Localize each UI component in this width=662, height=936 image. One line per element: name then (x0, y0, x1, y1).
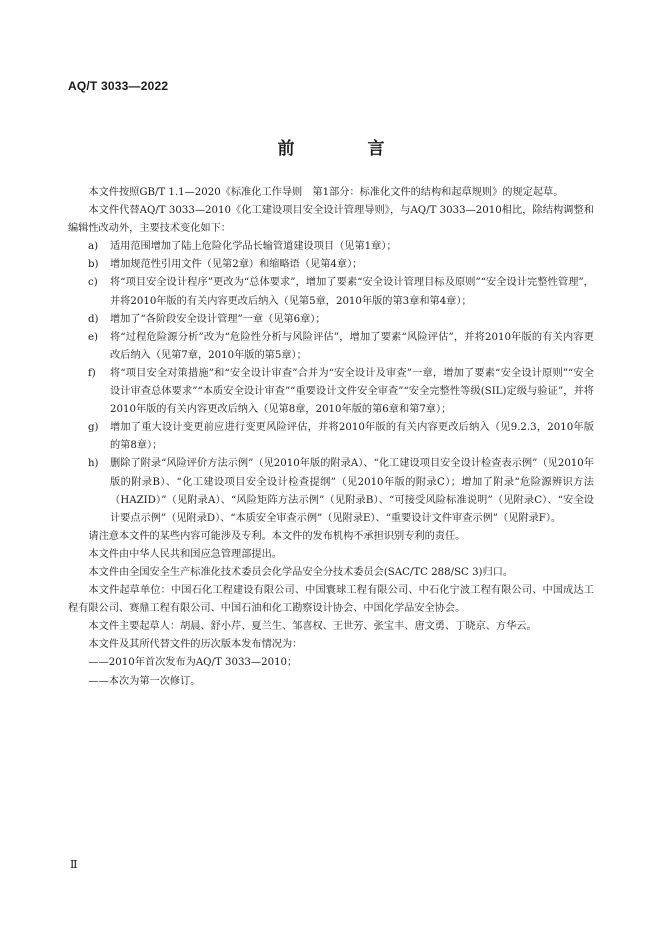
history-item: ——2010年首次发布为AQ/T 3033—2010； (88, 657, 298, 669)
list-label: e) (88, 331, 99, 343)
standard-code: AQ/T 3033—2022 (68, 79, 169, 93)
list-item (68, 455, 594, 527)
list-item (68, 365, 594, 419)
list-label: a) (88, 241, 99, 253)
list-item (68, 256, 594, 274)
list-label: g) (88, 422, 99, 434)
list-item (68, 274, 594, 310)
list-item (68, 238, 594, 256)
page-number: Ⅱ (70, 858, 78, 871)
page-title: 前 言 (277, 139, 413, 159)
list-label: f) (88, 367, 96, 379)
list-text: 将“项目安全设计程序”更改为“总体要求”，增加了要素“安全设计管理目标及原则”“安全设计完整性管理”，并将2010年版的有关内容更改后纳入（见第5章，2010年版的第3章和第4章）； (110, 277, 594, 307)
list-text: 将“项目安全对策措施”和“安全设计审查”合并为“安全设计及审查”一章，增加了要素“安全设计原则”“安全设计审查总体要求”“本质安全设计审查”“重要设计文件安全审查”“安全完整性等级(SIL)定级与验证”，并将2010年版的有关内容更改后纳入（见第8章，2010年版的第6章和第7章）； (110, 367, 594, 416)
paragraph: 本文件起草单位：中国石化工程建设有限公司、中国寰球工程有限公司、中石化宁波工程有限公司、中国成达工程有限公司、赛鼎工程有限公司、中国石油和化工勘察设计协会、中国化学品安全协会。 (68, 585, 594, 615)
paragraph: 本文件及其所代替文件的历次版本发布情况为： (88, 639, 303, 651)
list-item (68, 419, 594, 455)
list-item (68, 311, 594, 329)
list-text: 增加规范性引用文件（见第2章）和缩略语（见第4章）； (110, 259, 363, 271)
paragraph: 本文件按照GB/T 1.1—2020《标准化工作导则 第1部分：标准化文件的结构和起草规则》的规定起草。 (88, 187, 564, 198)
paragraph: 请注意本文件的某些内容可能涉及专利。本文件的发布机构不承担识别专利的责任。 (88, 530, 466, 542)
list-text: 适用范围增加了陆上危险化学品长输管道建设项目（见第1章）； (110, 241, 397, 253)
document-body (68, 184, 594, 691)
paragraph: 本文件由中华人民共和国应急管理部提出。 (88, 548, 282, 560)
list-text: 增加了重大设计变更前应进行变更风险评估，并将2010年版的有关内容更改后纳入（见9.2.3，2010年版的第8章）； (110, 422, 594, 452)
list-label: h) (88, 458, 99, 470)
list-label: b) (88, 259, 99, 271)
list-text: 删除了附录“风险评价方法示例”（见2010年版的附录A）、“化工建设项目安全设计检查表示例”（见2010年版的附录B）、“化工建设项目安全设计检查提纲”（见2010年版的附录C）；增加了附录“危险源辨识方法（HAZID）”（见附录A）、“风险矩阵方法示例”（见附录B）、“可接受风险标准说明”（见附录C）、“安全设计要点示例”（见附录D）、“本质安全审查示例”（见附录E）、“重要设计文件审查示例”（见附录F）。 (110, 458, 594, 524)
list-item (68, 329, 594, 365)
list-text: 增加了“各阶段安全设计管理”一章（见第6章）； (110, 313, 326, 325)
paragraph: 本文件主要起草人：胡晨、舒小芹、夏兰生、邹喜权、王世芳、张宝丰、唐文勇、丁晓京、方华云。 (88, 621, 537, 633)
list-text: 将“过程危险源分析”改为“危险性分析与风险评估”，增加了要素“风险评估”，并将2010年版的有关内容更改后纳入（见第7章，2010年版的第5章）； (110, 331, 594, 361)
paragraph: 本文件由全国安全生产标准化技术委员会化学品安全分技术委员会(SAC/TC 288/SC 3)归口。 (88, 566, 514, 578)
changes-list (68, 238, 594, 528)
history-item: ——本次为第一次修订。 (88, 675, 201, 687)
list-label: c) (88, 277, 98, 289)
paragraph: 本文件代替AQ/T 3033—2010《化工建设项目安全设计管理导则》，与AQ/T 3033—2010相比，除结构调整和编辑性改动外，主要技术变化如下： (68, 205, 594, 235)
list-label: d) (88, 313, 99, 325)
